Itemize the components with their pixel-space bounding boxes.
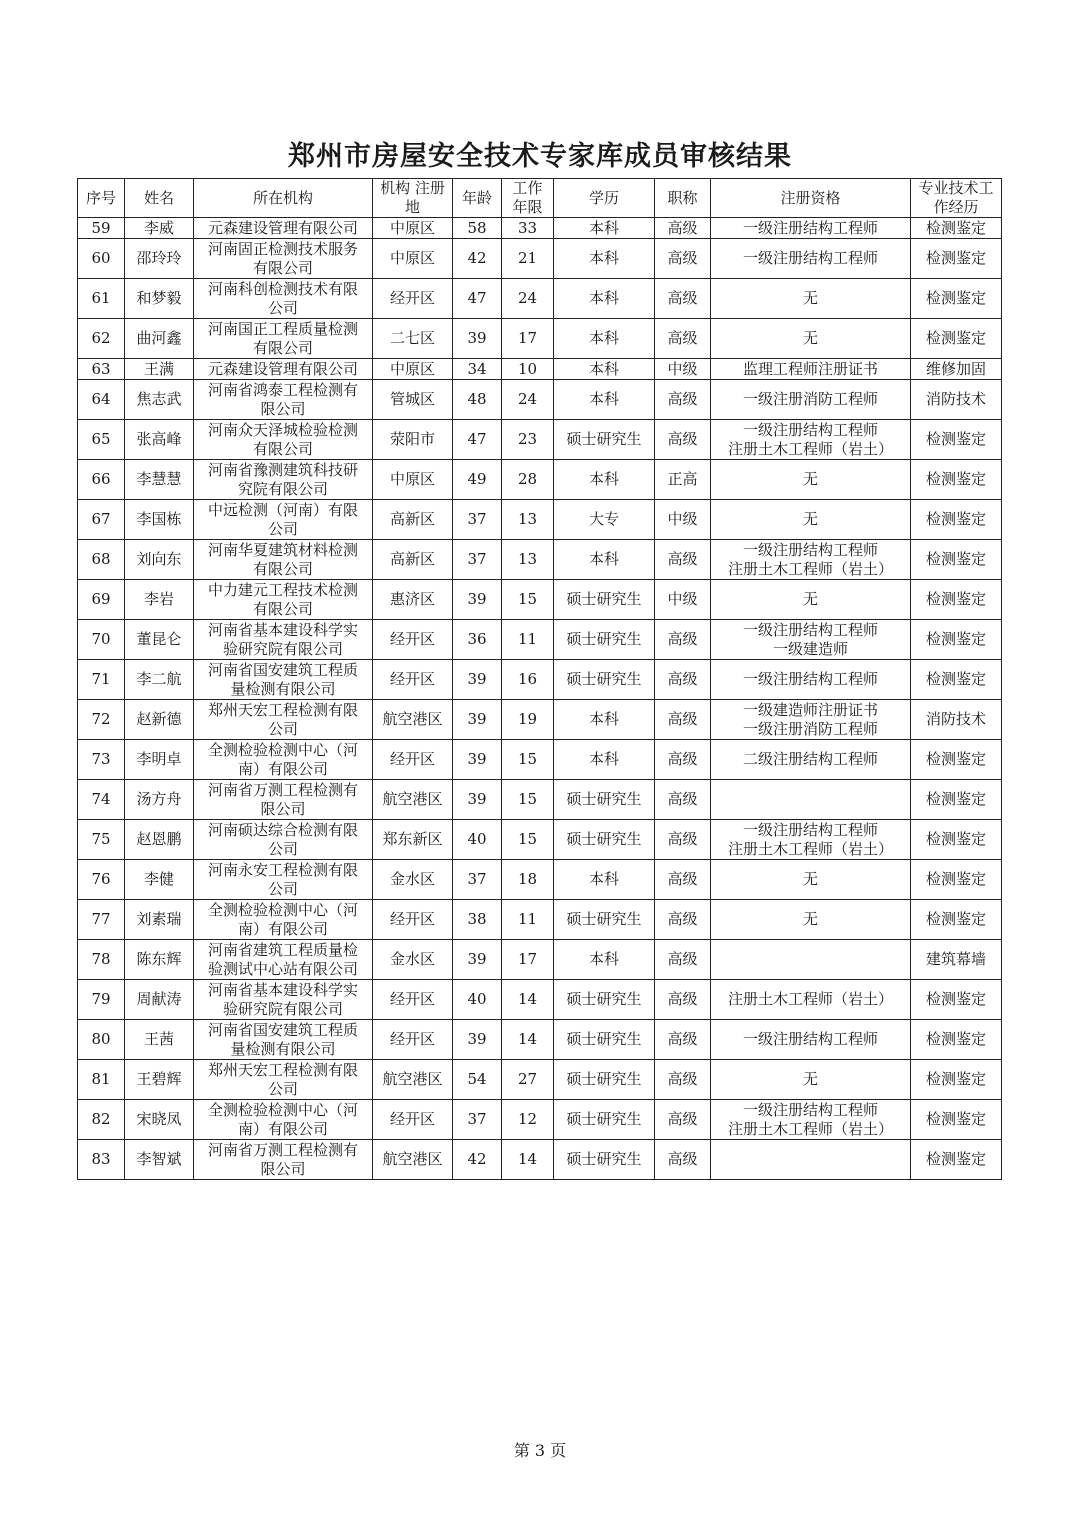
cell-exp: 检测鉴定 — [911, 540, 1002, 580]
cell-years: 27 — [502, 1060, 554, 1100]
cell-name: 李二航 — [125, 660, 194, 700]
table-row — [78, 1020, 1002, 1060]
cell-title: 高级 — [655, 860, 711, 900]
cell-edu: 硕士研究生 — [554, 660, 655, 700]
cell-org: 中力建元工程技术检测 有限公司 — [194, 580, 373, 620]
cell-title: 中级 — [655, 580, 711, 620]
cell-years: 15 — [502, 780, 554, 820]
cell-age: 58 — [453, 218, 502, 239]
cell-exp: 检测鉴定 — [911, 660, 1002, 700]
cell-reg: 金水区 — [373, 860, 453, 900]
cell-age: 39 — [453, 700, 502, 740]
cell-qual: 监理工程师注册证书 — [711, 359, 911, 380]
cell-edu: 本科 — [554, 940, 655, 980]
cell-age: 39 — [453, 319, 502, 359]
cell-title: 中级 — [655, 359, 711, 380]
cell-exp: 检测鉴定 — [911, 580, 1002, 620]
cell-name: 李威 — [125, 218, 194, 239]
cell-title: 高级 — [655, 540, 711, 580]
cell-name: 李慧慧 — [125, 460, 194, 500]
cell-title: 正高 — [655, 460, 711, 500]
header-title: 职称 — [655, 179, 711, 218]
cell-name: 周献涛 — [125, 980, 194, 1020]
table-row — [78, 460, 1002, 500]
cell-org: 全测检验检测中心（河 南）有限公司 — [194, 740, 373, 780]
table-row — [78, 540, 1002, 580]
cell-qual: 一级注册结构工程师 注册土木工程师（岩土） — [711, 820, 911, 860]
cell-no: 70 — [78, 620, 125, 660]
cell-name: 李智斌 — [125, 1140, 194, 1180]
cell-years: 14 — [502, 1020, 554, 1060]
cell-edu: 硕士研究生 — [554, 900, 655, 940]
cell-years: 11 — [502, 900, 554, 940]
cell-edu: 本科 — [554, 460, 655, 500]
cell-org: 河南华夏建筑材料检测 有限公司 — [194, 540, 373, 580]
cell-exp: 检测鉴定 — [911, 620, 1002, 660]
cell-no: 65 — [78, 420, 125, 460]
cell-qual — [711, 940, 911, 980]
cell-name: 和梦毅 — [125, 279, 194, 319]
cell-title: 高级 — [655, 700, 711, 740]
cell-title: 高级 — [655, 239, 711, 279]
cell-no: 66 — [78, 460, 125, 500]
cell-reg: 二七区 — [373, 319, 453, 359]
table-row — [78, 700, 1002, 740]
cell-edu: 本科 — [554, 218, 655, 239]
cell-no: 81 — [78, 1060, 125, 1100]
cell-title: 高级 — [655, 780, 711, 820]
cell-qual: 无 — [711, 279, 911, 319]
cell-reg: 经开区 — [373, 620, 453, 660]
cell-exp: 检测鉴定 — [911, 500, 1002, 540]
table-row — [78, 860, 1002, 900]
cell-edu: 本科 — [554, 540, 655, 580]
cell-exp: 检测鉴定 — [911, 900, 1002, 940]
cell-no: 76 — [78, 860, 125, 900]
cell-edu: 大专 — [554, 500, 655, 540]
cell-org: 郑州天宏工程检测有限 公司 — [194, 700, 373, 740]
cell-years: 28 — [502, 460, 554, 500]
cell-no: 75 — [78, 820, 125, 860]
cell-title: 高级 — [655, 620, 711, 660]
cell-edu: 硕士研究生 — [554, 580, 655, 620]
cell-age: 37 — [453, 1100, 502, 1140]
cell-qual: 一级注册结构工程师 — [711, 218, 911, 239]
cell-qual: 一级注册结构工程师 — [711, 1020, 911, 1060]
cell-org: 元森建设管理有限公司 — [194, 218, 373, 239]
table-row — [78, 239, 1002, 279]
cell-exp: 检测鉴定 — [911, 1020, 1002, 1060]
cell-years: 21 — [502, 239, 554, 279]
table-row — [78, 620, 1002, 660]
cell-no: 68 — [78, 540, 125, 580]
cell-qual: 二级注册结构工程师 — [711, 740, 911, 780]
cell-name: 李国栋 — [125, 500, 194, 540]
cell-edu: 硕士研究生 — [554, 620, 655, 660]
cell-exp: 检测鉴定 — [911, 460, 1002, 500]
cell-exp: 维修加固 — [911, 359, 1002, 380]
cell-no: 80 — [78, 1020, 125, 1060]
cell-years: 14 — [502, 1140, 554, 1180]
cell-age: 42 — [453, 239, 502, 279]
cell-exp: 消防技术 — [911, 380, 1002, 420]
cell-org: 河南国正工程质量检测 有限公司 — [194, 319, 373, 359]
page-title: 郑州市房屋安全技术专家库成员审核结果 — [288, 141, 792, 172]
cell-qual — [711, 780, 911, 820]
cell-reg: 管城区 — [373, 380, 453, 420]
cell-org: 河南省基本建设科学实 验研究院有限公司 — [194, 620, 373, 660]
cell-years: 15 — [502, 580, 554, 620]
cell-reg: 中原区 — [373, 218, 453, 239]
cell-title: 高级 — [655, 820, 711, 860]
cell-no: 63 — [78, 359, 125, 380]
cell-age: 47 — [453, 279, 502, 319]
cell-no: 60 — [78, 239, 125, 279]
cell-title: 高级 — [655, 279, 711, 319]
cell-reg: 经开区 — [373, 660, 453, 700]
cell-years: 13 — [502, 500, 554, 540]
cell-reg: 经开区 — [373, 980, 453, 1020]
cell-qual: 无 — [711, 500, 911, 540]
cell-qual: 一级注册结构工程师 注册土木工程师（岩土） — [711, 420, 911, 460]
cell-org: 河南硕达综合检测有限 公司 — [194, 820, 373, 860]
cell-reg: 经开区 — [373, 1020, 453, 1060]
cell-years: 13 — [502, 540, 554, 580]
cell-edu: 硕士研究生 — [554, 820, 655, 860]
cell-title: 高级 — [655, 380, 711, 420]
cell-org: 河南省国安建筑工程质 量检测有限公司 — [194, 1020, 373, 1060]
cell-qual: 一级注册结构工程师 注册土木工程师（岩土） — [711, 540, 911, 580]
cell-reg: 航空港区 — [373, 1060, 453, 1100]
cell-reg: 经开区 — [373, 279, 453, 319]
cell-years: 24 — [502, 279, 554, 319]
header-qual: 注册资格 — [711, 179, 911, 218]
header-age: 年龄 — [453, 179, 502, 218]
cell-org: 河南省万测工程检测有 限公司 — [194, 780, 373, 820]
cell-years: 16 — [502, 660, 554, 700]
cell-exp: 检测鉴定 — [911, 820, 1002, 860]
cell-qual: 无 — [711, 319, 911, 359]
cell-no: 79 — [78, 980, 125, 1020]
cell-edu: 硕士研究生 — [554, 1100, 655, 1140]
cell-org: 河南省万测工程检测有 限公司 — [194, 1140, 373, 1180]
cell-no: 64 — [78, 380, 125, 420]
cell-no: 71 — [78, 660, 125, 700]
cell-qual: 一级注册结构工程师 — [711, 239, 911, 279]
cell-age: 39 — [453, 580, 502, 620]
header-name: 姓名 — [125, 179, 194, 218]
cell-title: 高级 — [655, 420, 711, 460]
cell-years: 14 — [502, 980, 554, 1020]
cell-exp: 检测鉴定 — [911, 218, 1002, 239]
cell-title: 高级 — [655, 740, 711, 780]
cell-age: 39 — [453, 1020, 502, 1060]
cell-exp: 检测鉴定 — [911, 980, 1002, 1020]
cell-edu: 本科 — [554, 239, 655, 279]
cell-edu: 本科 — [554, 740, 655, 780]
cell-no: 82 — [78, 1100, 125, 1140]
cell-age: 38 — [453, 900, 502, 940]
cell-name: 王满 — [125, 359, 194, 380]
cell-reg: 航空港区 — [373, 1140, 453, 1180]
expert-table — [77, 178, 1002, 1180]
table-row — [78, 500, 1002, 540]
cell-reg: 惠济区 — [373, 580, 453, 620]
cell-title: 高级 — [655, 319, 711, 359]
table-row — [78, 1100, 1002, 1140]
cell-reg: 航空港区 — [373, 700, 453, 740]
cell-exp: 检测鉴定 — [911, 780, 1002, 820]
cell-no: 62 — [78, 319, 125, 359]
cell-age: 40 — [453, 820, 502, 860]
cell-age: 37 — [453, 540, 502, 580]
cell-name: 邵玲玲 — [125, 239, 194, 279]
cell-name: 王碧辉 — [125, 1060, 194, 1100]
table-row — [78, 279, 1002, 319]
cell-qual: 一级注册结构工程师 注册土木工程师（岩土） — [711, 1100, 911, 1140]
cell-qual: 无 — [711, 580, 911, 620]
cell-org: 河南众天泽城检验检测 有限公司 — [194, 420, 373, 460]
header-no: 序号 — [78, 179, 125, 218]
cell-edu: 本科 — [554, 380, 655, 420]
cell-age: 48 — [453, 380, 502, 420]
cell-name: 焦志武 — [125, 380, 194, 420]
table-row — [78, 420, 1002, 460]
cell-age: 37 — [453, 860, 502, 900]
cell-qual: 无 — [711, 860, 911, 900]
cell-qual — [711, 1140, 911, 1180]
cell-title: 高级 — [655, 1060, 711, 1100]
header-org: 所在机构 — [194, 179, 373, 218]
cell-title: 高级 — [655, 660, 711, 700]
table-row — [78, 580, 1002, 620]
cell-exp: 检测鉴定 — [911, 1100, 1002, 1140]
table-row — [78, 319, 1002, 359]
table-row — [78, 780, 1002, 820]
cell-org: 元森建设管理有限公司 — [194, 359, 373, 380]
table-row — [78, 980, 1002, 1020]
cell-qual: 一级注册结构工程师 一级建造师 — [711, 620, 911, 660]
header-reg: 机构 注册地 — [373, 179, 453, 218]
cell-qual: 注册土木工程师（岩土） — [711, 980, 911, 1020]
cell-no: 78 — [78, 940, 125, 980]
cell-reg: 高新区 — [373, 540, 453, 580]
cell-org: 全测检验检测中心（河 南）有限公司 — [194, 1100, 373, 1140]
cell-no: 73 — [78, 740, 125, 780]
table-row — [78, 359, 1002, 380]
cell-age: 47 — [453, 420, 502, 460]
cell-age: 39 — [453, 940, 502, 980]
header-edu: 学历 — [554, 179, 655, 218]
cell-years: 19 — [502, 700, 554, 740]
cell-name: 赵新德 — [125, 700, 194, 740]
cell-years: 17 — [502, 940, 554, 980]
table-row — [78, 1060, 1002, 1100]
page-number: 第 3 页 — [513, 1441, 567, 1460]
cell-qual: 无 — [711, 460, 911, 500]
cell-org: 河南科创检测技术有限 公司 — [194, 279, 373, 319]
cell-name: 李岩 — [125, 580, 194, 620]
table-row — [78, 660, 1002, 700]
cell-years: 11 — [502, 620, 554, 660]
cell-no: 67 — [78, 500, 125, 540]
cell-edu: 硕士研究生 — [554, 980, 655, 1020]
cell-no: 61 — [78, 279, 125, 319]
cell-years: 17 — [502, 319, 554, 359]
cell-name: 李明卓 — [125, 740, 194, 780]
cell-edu: 本科 — [554, 319, 655, 359]
cell-reg: 中原区 — [373, 359, 453, 380]
cell-exp: 检测鉴定 — [911, 279, 1002, 319]
cell-age: 39 — [453, 780, 502, 820]
cell-age: 49 — [453, 460, 502, 500]
cell-qual: 无 — [711, 1060, 911, 1100]
cell-years: 33 — [502, 218, 554, 239]
cell-org: 河南固正检测技术服务 有限公司 — [194, 239, 373, 279]
cell-exp: 检测鉴定 — [911, 860, 1002, 900]
cell-qual: 一级建造师注册证书 一级注册消防工程师 — [711, 700, 911, 740]
cell-edu: 本科 — [554, 359, 655, 380]
cell-years: 12 — [502, 1100, 554, 1140]
cell-no: 77 — [78, 900, 125, 940]
cell-name: 李健 — [125, 860, 194, 900]
cell-exp: 检测鉴定 — [911, 319, 1002, 359]
table-row — [78, 218, 1002, 239]
cell-age: 40 — [453, 980, 502, 1020]
header-exp: 专业技术工 作经历 — [911, 179, 1002, 218]
cell-years: 18 — [502, 860, 554, 900]
cell-org: 河南省鸿泰工程检测有 限公司 — [194, 380, 373, 420]
cell-name: 宋晓凤 — [125, 1100, 194, 1140]
cell-edu: 硕士研究生 — [554, 780, 655, 820]
table-row — [78, 940, 1002, 980]
header-years: 工作 年限 — [502, 179, 554, 218]
cell-title: 高级 — [655, 1020, 711, 1060]
cell-title: 中级 — [655, 500, 711, 540]
cell-edu: 本科 — [554, 700, 655, 740]
cell-reg: 经开区 — [373, 900, 453, 940]
cell-org: 河南省基本建设科学实 验研究院有限公司 — [194, 980, 373, 1020]
cell-name: 赵恩鹏 — [125, 820, 194, 860]
cell-age: 42 — [453, 1140, 502, 1180]
cell-age: 39 — [453, 660, 502, 700]
table-row — [78, 820, 1002, 860]
cell-org: 河南省国安建筑工程质 量检测有限公司 — [194, 660, 373, 700]
cell-edu: 硕士研究生 — [554, 1020, 655, 1060]
cell-name: 董昆仑 — [125, 620, 194, 660]
cell-reg: 郑东新区 — [373, 820, 453, 860]
cell-name: 张高峰 — [125, 420, 194, 460]
cell-reg: 高新区 — [373, 500, 453, 540]
table-row — [78, 380, 1002, 420]
cell-edu: 硕士研究生 — [554, 420, 655, 460]
cell-title: 高级 — [655, 1140, 711, 1180]
cell-title: 高级 — [655, 980, 711, 1020]
cell-exp: 检测鉴定 — [911, 1140, 1002, 1180]
table-row — [78, 1140, 1002, 1180]
table-row — [78, 900, 1002, 940]
cell-age: 37 — [453, 500, 502, 540]
cell-title: 高级 — [655, 218, 711, 239]
cell-name: 陈东辉 — [125, 940, 194, 980]
cell-name: 曲河鑫 — [125, 319, 194, 359]
cell-qual: 无 — [711, 900, 911, 940]
cell-years: 15 — [502, 820, 554, 860]
cell-org: 中远检测（河南）有限 公司 — [194, 500, 373, 540]
cell-age: 36 — [453, 620, 502, 660]
cell-exp: 检测鉴定 — [911, 1060, 1002, 1100]
cell-org: 全测检验检测中心（河 南）有限公司 — [194, 900, 373, 940]
cell-exp: 检测鉴定 — [911, 239, 1002, 279]
cell-edu: 本科 — [554, 279, 655, 319]
cell-years: 24 — [502, 380, 554, 420]
cell-name: 汤方舟 — [125, 780, 194, 820]
table-row — [78, 740, 1002, 780]
cell-exp: 检测鉴定 — [911, 420, 1002, 460]
cell-qual: 一级注册结构工程师 — [711, 660, 911, 700]
cell-years: 23 — [502, 420, 554, 460]
cell-age: 34 — [453, 359, 502, 380]
cell-name: 刘素瑞 — [125, 900, 194, 940]
cell-reg: 中原区 — [373, 460, 453, 500]
header-row — [78, 179, 1002, 218]
cell-age: 39 — [453, 740, 502, 780]
cell-reg: 经开区 — [373, 1100, 453, 1140]
cell-reg: 航空港区 — [373, 780, 453, 820]
cell-no: 72 — [78, 700, 125, 740]
cell-edu: 本科 — [554, 860, 655, 900]
cell-qual: 一级注册消防工程师 — [711, 380, 911, 420]
cell-age: 54 — [453, 1060, 502, 1100]
cell-org: 河南省建筑工程质量检 验测试中心站有限公司 — [194, 940, 373, 980]
cell-exp: 检测鉴定 — [911, 740, 1002, 780]
cell-no: 59 — [78, 218, 125, 239]
cell-reg: 荥阳市 — [373, 420, 453, 460]
cell-reg: 金水区 — [373, 940, 453, 980]
cell-name: 刘向东 — [125, 540, 194, 580]
cell-edu: 硕士研究生 — [554, 1140, 655, 1180]
cell-reg: 中原区 — [373, 239, 453, 279]
cell-edu: 硕士研究生 — [554, 1060, 655, 1100]
cell-exp: 建筑幕墙 — [911, 940, 1002, 980]
cell-title: 高级 — [655, 1100, 711, 1140]
cell-no: 69 — [78, 580, 125, 620]
cell-no: 74 — [78, 780, 125, 820]
cell-title: 高级 — [655, 940, 711, 980]
cell-reg: 经开区 — [373, 740, 453, 780]
cell-name: 王茜 — [125, 1020, 194, 1060]
cell-org: 河南永安工程检测有限 公司 — [194, 860, 373, 900]
cell-years: 10 — [502, 359, 554, 380]
cell-years: 15 — [502, 740, 554, 780]
cell-title: 高级 — [655, 900, 711, 940]
cell-org: 河南省豫测建筑科技研 究院有限公司 — [194, 460, 373, 500]
cell-org: 郑州天宏工程检测有限 公司 — [194, 1060, 373, 1100]
cell-no: 83 — [78, 1140, 125, 1180]
cell-exp: 消防技术 — [911, 700, 1002, 740]
